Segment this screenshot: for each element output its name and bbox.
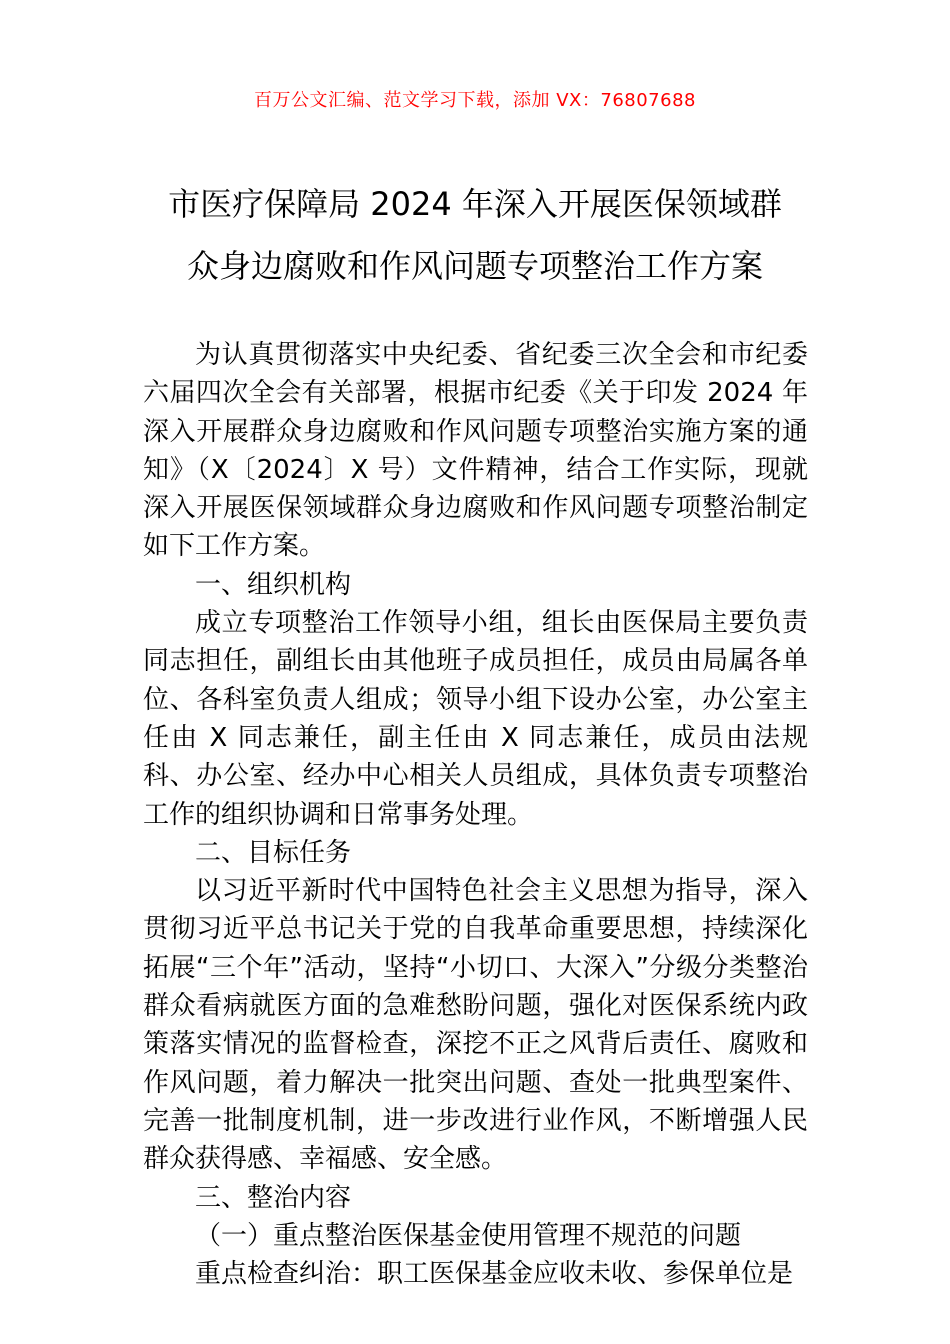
section-heading-organization: 一、组织机构 <box>195 569 352 600</box>
subsection-1-paragraph: 重点检查纠治：职工医保基金应收未收、参保单位是 <box>195 1259 794 1290</box>
title-line-2: 众身边腐败和作风问题专项整治工作方案 <box>186 247 763 285</box>
intro-paragraph: 为认真贯彻落实中央纪委、省纪委三次全会和市纪委六届四次全会有关部署，根据市纪委《关于印发 2024 年深入开展群众身边腐败和作风问题专项整治实施方案的通知》（X〔2024〕X 号）文件精神，结合工作实际，现就深入开展医保领域群众身边腐败和作风问题专项整治制定如下工作方案。 <box>143 340 808 562</box>
document-body <box>143 336 808 1293</box>
title-line-1: 市医疗保障局 2024 年深入开展医保领域群 <box>168 185 782 223</box>
header-watermark-note: 百万公文汇编、范文学习下载，添加 VX：76807688 <box>254 90 696 111</box>
organization-paragraph: 成立专项整治工作领导小组，组长由医保局主要负责同志担任，副组长由其他班子成员担任，成员由局属各单位、各科室负责人组成；领导小组下设办公室，办公室主任由 X 同志兼任，副主任由 X 同志兼任，成员由法规科、办公室、经办中心相关人员组成，具体负责专项整治工作的组织协调和日常事务处理。 <box>143 608 808 830</box>
goals-paragraph: 以习近平新时代中国特色社会主义思想为指导，深入贯彻习近平总书记关于党的自我革命重要思想，持续深化拓展“三个年”活动，坚持“小切口、大深入”分级分类整治群众看病就医方面的急难愁盼问题，强化对医保系统内政策落实情况的监督检查，深挖不正之风背后责任、腐败和作风问题，着力解决一批突出问题、查处一批典型案件、完善一批制度机制，进一步改进行业作风，不断增强人民群众获得感、幸福感、安全感。 <box>143 876 808 1175</box>
subsection-heading-1: （一）重点整治医保基金使用管理不规范的问题 <box>195 1220 742 1251</box>
document-title <box>140 173 810 297</box>
section-heading-content: 三、整治内容 <box>195 1182 352 1213</box>
section-heading-goals: 二、目标任务 <box>195 837 352 868</box>
